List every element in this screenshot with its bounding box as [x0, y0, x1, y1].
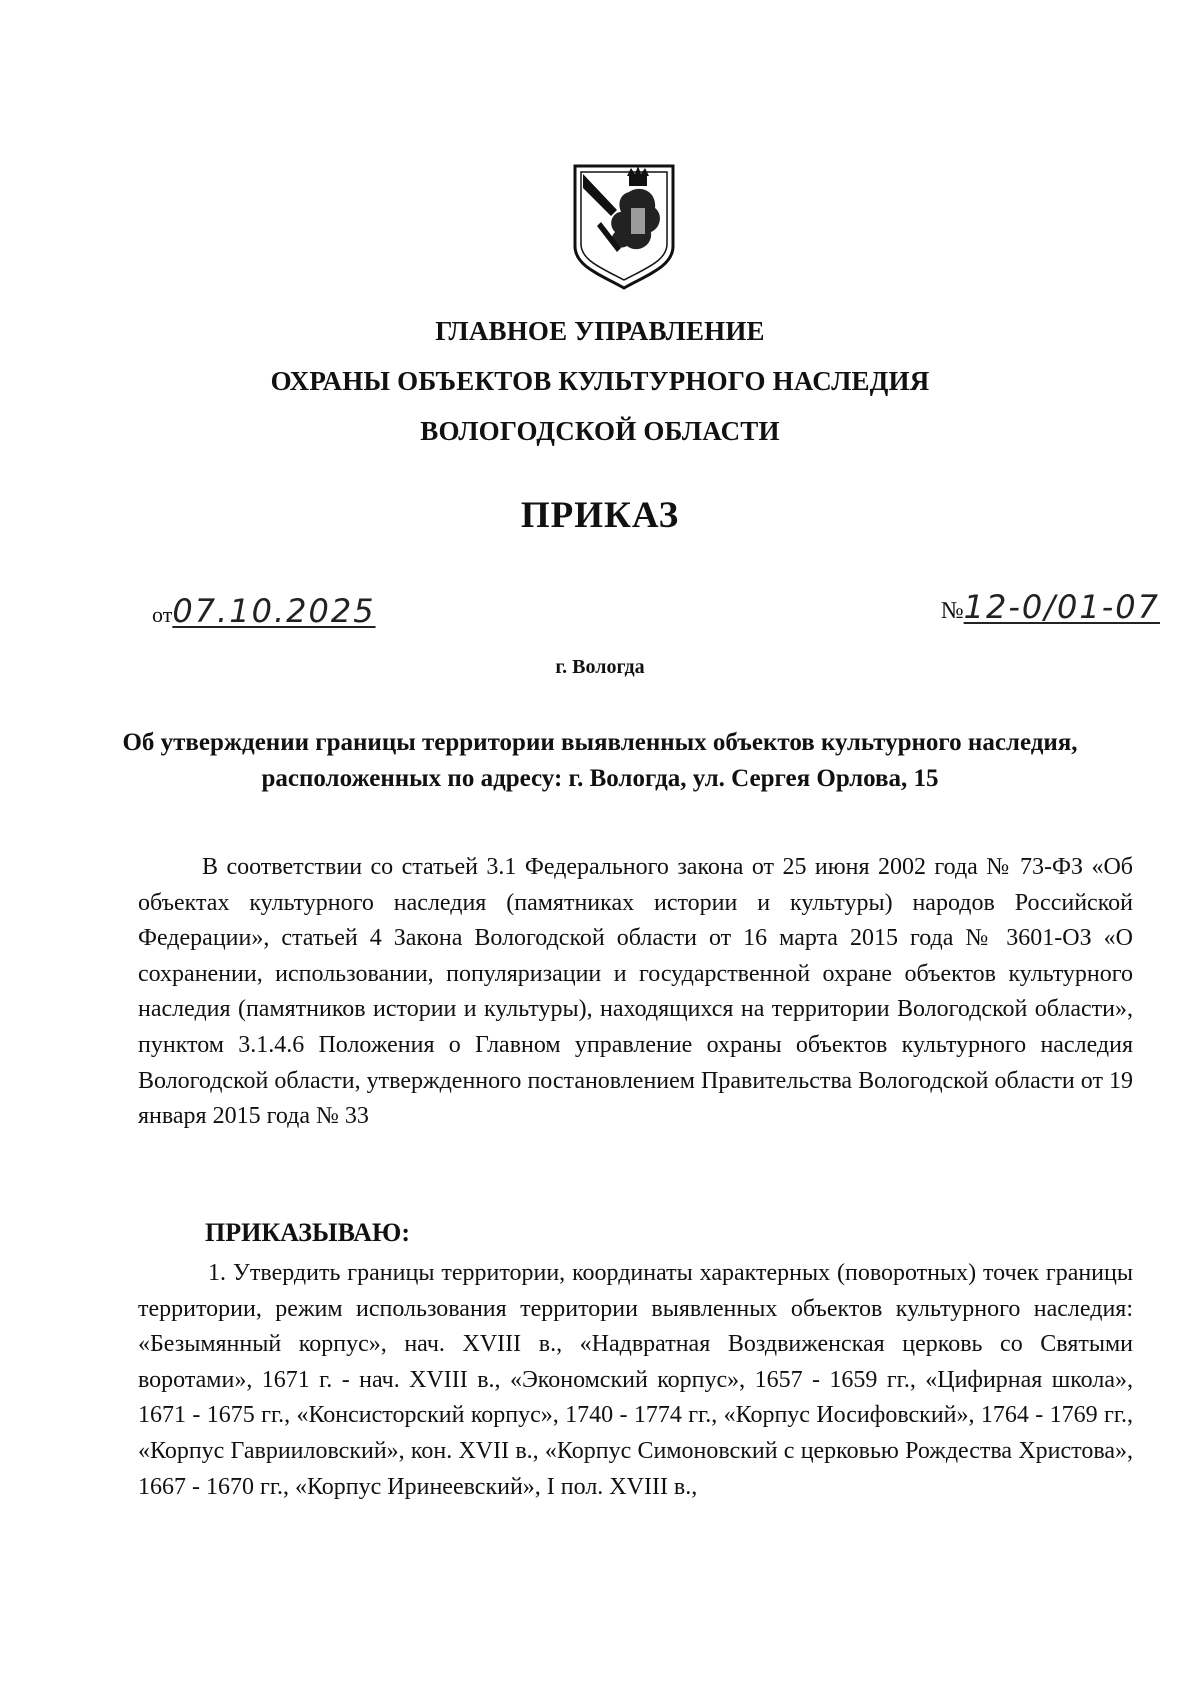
document-number: [941, 588, 1160, 626]
handwritten-number: 12-0/01-07: [963, 588, 1160, 626]
document-subject: Об утверждении границы территории выявленных объектов культурного наследия, расположенных по адресу: г. Вологда, ул. Сергея Орлова, 15: [122, 729, 1078, 792]
document-date: [152, 592, 376, 630]
organization-name-line-2: ОХРАНЫ ОБЪЕКТОВ КУЛЬТУРНОГО НАСЛЕДИЯ: [270, 366, 930, 396]
handwritten-date: 07.10.2025: [172, 592, 376, 630]
order-heading: ПРИКАЗЫВАЮ:: [205, 1218, 410, 1247]
order-item-1: 1. Утвердить границы территории, координаты характерных (поворотных) точек границы территории, режим использования территории выявленных объектов культурного наследия: «Безымянный корпус», нач. XVIII в., «Надвратная Воздвиженская церковь со Святыми воротами», 1671 г. - нач. XVIII в., «Экономский корпус», 1657 - 1659 гг., «Цифирная школа», 1671 - 1675 гг., «Консисторский корпус», 1740 - 1774 гг., «Корпус Иосифовский», 1764 - 1769 гг., «Корпус Гаврииловский», кон. XVII в., «Корпус Симоновский с церковью Рождества Христова», 1667 - 1670 гг., «Корпус Иринеевский», I пол. XVIII в.,: [138, 1260, 1133, 1500]
organization-name-line-1: ГЛАВНОЕ УПРАВЛЕНИЕ: [435, 316, 765, 346]
organization-name-line-3: ВОЛОГОДСКОЙ ОБЛАСТИ: [420, 416, 780, 446]
preamble-paragraph: В соответствии со статьей 3.1 Федерального закона от 25 июня 2002 года № 73-ФЗ «Об объектах культурного наследия (памятниках истории и культуры) народов Российской Федерации», статьей 4 Закона Вологодской области от 16 марта 2015 года № 3601-ОЗ «О сохранении, использовании, популяризации и государственной охране объектов культурного наследия (памятников истории и культуры), находящихся на территории Вологодской области», пунктом 3.1.4.6 Положения о Главном управление охраны объектов культурного наследия Вологодской области, утвержденного постановлением Правительства Вологодской области от 19 января 2015 года № 33: [138, 854, 1133, 1130]
vologda-coat-of-arms-icon: [571, 162, 677, 290]
date-prefix: от: [152, 602, 173, 627]
document-type-title: ПРИКАЗ: [520, 495, 680, 536]
number-prefix: №: [940, 598, 964, 624]
city-label: г. Вологда: [555, 656, 645, 678]
